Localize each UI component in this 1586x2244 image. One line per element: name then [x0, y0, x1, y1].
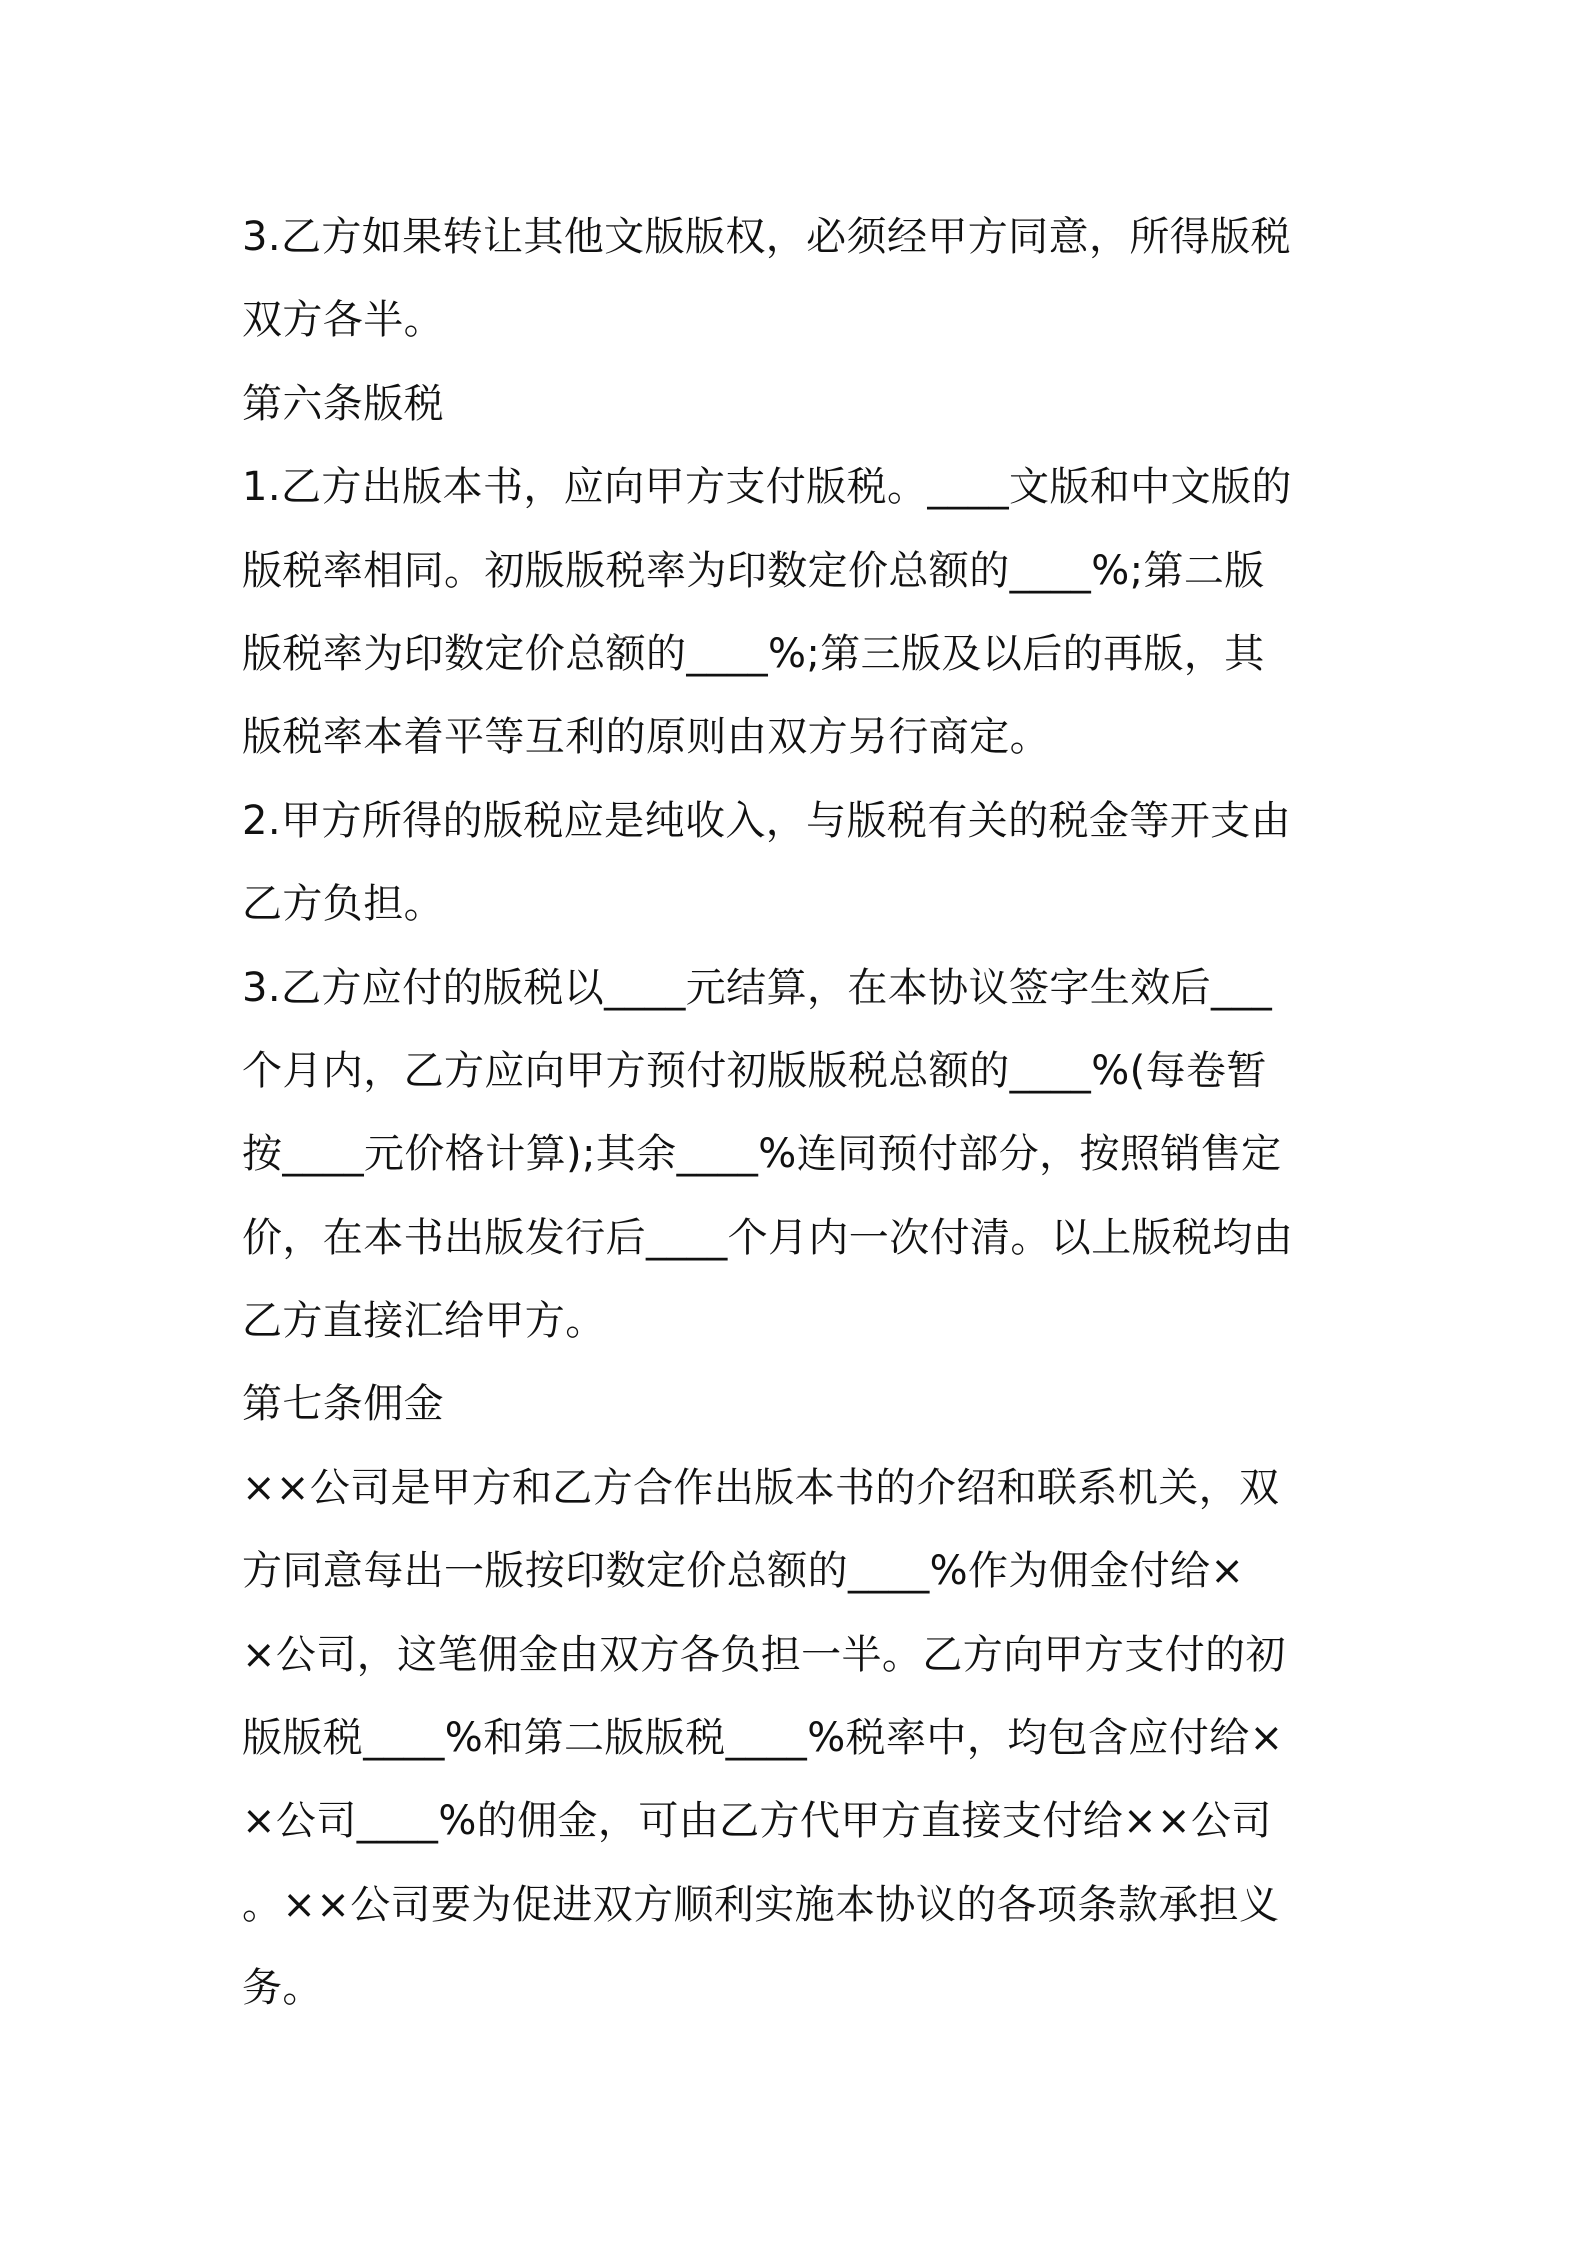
- text-line: ×公司，这笔佣金由双方各负担一半。乙方向甲方支付的初: [242, 1631, 1286, 1678]
- text-line: 乙方负担。: [242, 881, 444, 928]
- text-line: 方同意每出一版按印数定价总额的____%作为佣金付给×: [242, 1548, 1245, 1595]
- text-line: 1.乙方出版本书，应向甲方支付版税。____文版和中文版的: [242, 464, 1292, 511]
- text-line: 务。: [242, 1965, 323, 2012]
- section-heading: 第七条佣金: [242, 1381, 444, 1428]
- text-line: 价，在本书出版发行后____个月内一次付清。以上版税均由: [242, 1214, 1294, 1261]
- text-line: ××公司是甲方和乙方合作出版本书的介绍和联系机关，双: [242, 1464, 1280, 1511]
- text-line: 3.乙方应付的版税以____元结算，在本协议签字生效后___: [242, 964, 1273, 1011]
- text-line: 2.甲方所得的版税应是纯收入，与版税有关的税金等开支由: [242, 797, 1291, 844]
- text-line: 按____元价格计算);其余____%连同预付部分，按照销售定: [242, 1131, 1282, 1178]
- section-heading: 第六条版税: [242, 380, 444, 427]
- text-line: 个月内，乙方应向甲方预付初版版税总额的____%(每卷暂: [242, 1047, 1267, 1094]
- text-line: 双方各半。: [242, 297, 444, 344]
- text-line: ×公司____%的佣金，可由乙方代甲方直接支付给××公司: [242, 1798, 1272, 1845]
- text-line: 版税率本着平等互利的原则由双方另行商定。: [242, 714, 1050, 761]
- text-line: 版版税____%和第二版版税____%税率中，均包含应付给×: [242, 1715, 1284, 1762]
- text-line: 版税率为印数定价总额的____%;第三版及以后的再版，其: [242, 630, 1265, 677]
- contract-text: [242, 196, 1352, 2031]
- text-line: 3.乙方如果转让其他文版版权，必须经甲方同意，所得版税: [242, 214, 1291, 260]
- text-line: 乙方直接汇给甲方。: [242, 1298, 606, 1345]
- text-line: 版税率相同。初版版税率为印数定价总额的____%;第二版: [242, 547, 1265, 594]
- text-line: 。××公司要为促进双方顺利实施本协议的各项条款承担义: [242, 1881, 1280, 1928]
